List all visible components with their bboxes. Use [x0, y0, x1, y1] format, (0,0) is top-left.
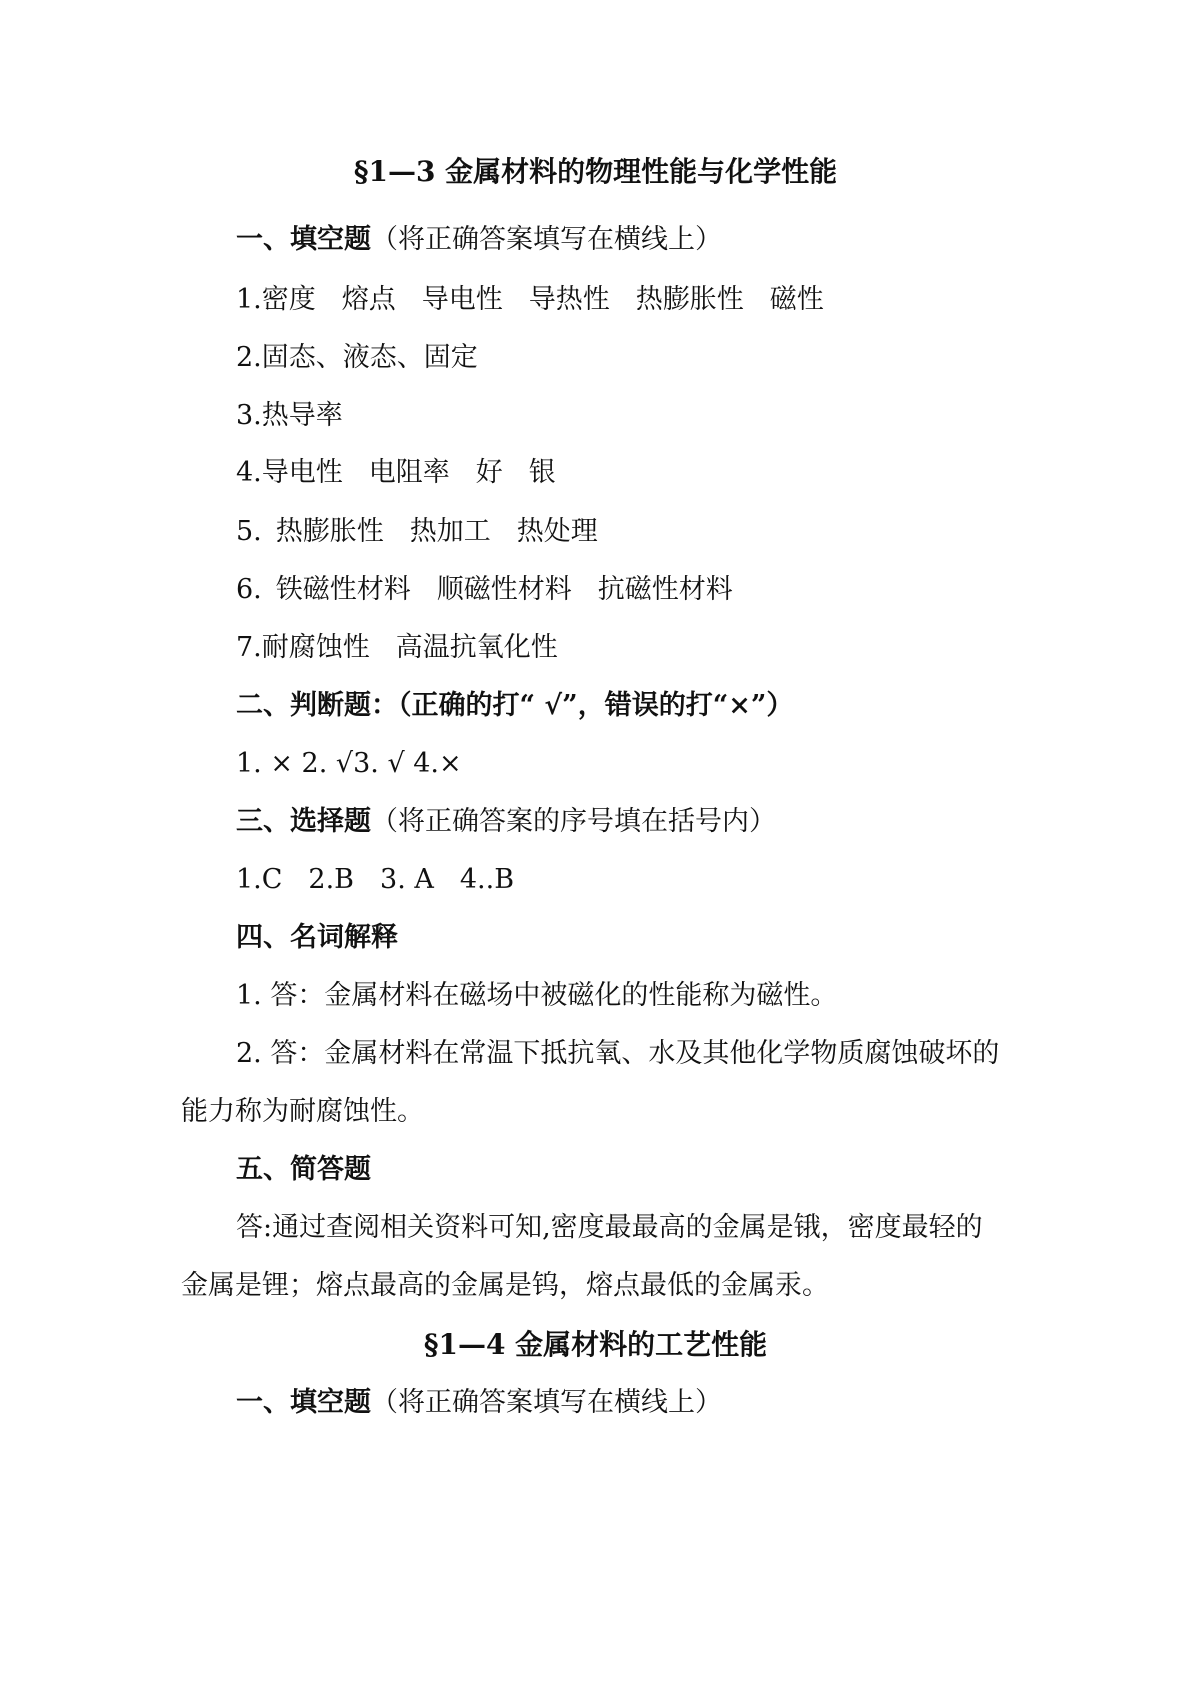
answer: 热膨胀性: [275, 516, 384, 547]
item-number: 3.: [236, 400, 262, 431]
choice-heading: [0, 802, 1191, 842]
answer: 高温抗氧化性: [395, 632, 558, 663]
item-1-content: [236, 284, 262, 315]
item-number: 1.: [236, 284, 262, 315]
answer: 电阻率: [368, 457, 450, 488]
choice-heading-label: 三、选择题: [236, 806, 371, 837]
choice-answer: 3. A: [380, 864, 434, 895]
section2-fill-blank-heading-label: 一、填空题: [236, 1387, 371, 1418]
fill-blank-item-1: [0, 280, 1191, 320]
choice-heading-note: （将正确答案的序号填在括号内）: [371, 806, 776, 837]
item-number: 6.: [236, 574, 262, 605]
fill-blank-item-5: [0, 512, 1191, 552]
section-title-1-3: §1—3 金属材料的物理性能与化学性能: [353, 155, 838, 188]
short-answer-line-1: 答:通过查阅相关资料可知,密度最最高的金属是锇，密度最轻的: [236, 1212, 983, 1243]
term-explanation-item-1: 1. 答：金属材料在磁场中被磁化的性能称为磁性。: [236, 980, 838, 1011]
fill-blank-heading-note: （将正确答案填写在横线上）: [371, 224, 722, 255]
item-number: 5.: [236, 516, 262, 547]
answer: 耐腐蚀性: [261, 632, 370, 663]
term-explanation-heading: 四、名词解释: [236, 922, 398, 953]
fill-blank-heading-label: 一、填空题: [236, 224, 371, 255]
true-false-answers: 1. × 2. √3. √ 4.×: [236, 748, 462, 779]
answer: 热加工: [409, 516, 491, 547]
answer: 好: [475, 457, 503, 488]
section2-fill-blank-heading: [0, 1383, 1191, 1423]
answer: 热导率: [261, 400, 343, 431]
answer: 导电性: [421, 284, 503, 315]
section2-fill-blank-heading-note: （将正确答案填写在横线上）: [371, 1387, 722, 1418]
answer: 热膨胀性: [635, 284, 744, 315]
answer: 银: [528, 457, 556, 488]
fill-blank-heading: [0, 220, 1191, 260]
answer: 密度: [261, 284, 316, 315]
answer: 顺磁性材料: [436, 574, 572, 605]
choice-answers: [0, 860, 1191, 900]
answer: 熔点: [341, 284, 396, 315]
fill-blank-item-7: [0, 628, 1191, 668]
term-explanation-item-2-line-2: 能力称为耐腐蚀性。: [181, 1096, 424, 1127]
choice-answer: 2.B: [308, 864, 355, 895]
fill-blank-item-3: [0, 396, 1191, 436]
short-answer-heading: 五、简答题: [236, 1154, 371, 1185]
choice-answer: 4..B: [459, 864, 515, 895]
answer: 导热性: [528, 284, 610, 315]
term-explanation-item-2-line-1: 2. 答：金属材料在常温下抵抗氧、水及其他化学物质腐蚀破坏的: [236, 1038, 1000, 1069]
answer: 铁磁性材料: [275, 574, 411, 605]
fill-blank-item-6: [0, 570, 1191, 610]
true-false-heading: 二、判断题：（正确的打“ √”，错误的打“×”）: [236, 690, 794, 721]
answer: 磁性: [769, 284, 824, 315]
fill-blank-item-4: [0, 453, 1191, 493]
answer: 导电性: [261, 457, 343, 488]
answer: 热处理: [516, 516, 598, 547]
item-number: 7.: [236, 632, 262, 663]
fill-blank-item-2: [0, 338, 1191, 378]
answer: 抗磁性材料: [597, 574, 733, 605]
choice-answer: 1.C: [236, 864, 283, 895]
short-answer-line-2: 金属是锂；熔点最高的金属是钨，熔点最低的金属汞。: [181, 1270, 829, 1301]
item-number: 4.: [236, 457, 262, 488]
section-title-1-4: §1—4 金属材料的工艺性能: [423, 1328, 768, 1361]
item-number: 2.: [236, 342, 262, 373]
answer: 固态、液态、固定: [261, 342, 478, 373]
